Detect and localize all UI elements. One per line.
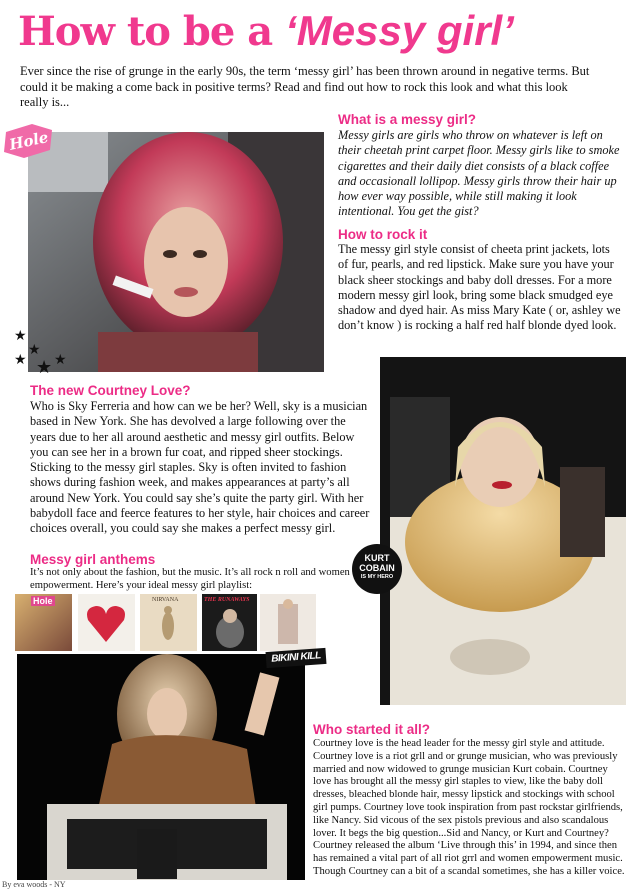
title-quoted: ‘Messy girl’ [285, 7, 514, 54]
kurt-sticker-line1: KURT [364, 553, 390, 563]
section-text-anthems: It’s not only about the fashion, but the music. It’s all rock n roll and women empowerment. Here’s your ideal messy girl playlist: [30, 567, 350, 591]
title-main: How to be a [18, 8, 286, 55]
star-icon: ★ [36, 357, 53, 377]
album-cover [260, 594, 316, 651]
album-cover [15, 594, 72, 651]
page-title [18, 2, 618, 60]
section-heading-anthems: Messy girl anthems [30, 552, 156, 567]
author-credit: By eva woods - NY [2, 880, 66, 889]
intro-paragraph: Ever since the rise of grunge in the early 90s, the term ‘messy girl’ has been thrown around in negative terms. But could it be making a come back in positive terms? Read and find out how to rock this look and what this look really is... [20, 64, 590, 109]
section-text-started: Courtney love is the head leader for the messy girl style and attitude. Courtney love is a riot grll and or grunge musician, who was previously married and now widowed to grunge musician Kurt cobain. Courtney love has brought all the messy girl staples to view, like the baby doll dresses, bleached blonde hair, messy lipstick and stockings with school girl pumps. Courtney love took inspiration from past rockstar girlfriends, like Nancy. Sid vicous of the sex pistols previous and also scandalous lover. It begs the big question...Sid and Nancy, or Kurt and Courtney? Courtney released the album ‘Live through this’ in 1994, and since then has remained a vital part of all riot grrl and women empowerment music. Though Courtney can a bit of a scandal sometimes, she has a killer voice. [313, 738, 625, 877]
section-heading-started: Who started it all? [313, 722, 431, 737]
kurt-sticker-line2: COBAIN [359, 563, 395, 573]
section-text-what: Messy girls are girls who throw on whatever is left on their cheetah print carpet floor. Messy girls like to smoke cigarettes and their daily diet consists of a black coffee and occasionall lollipop. Messy girls throw their hair up how ever way possible, while still making it look intentional. You get the gist? [338, 128, 620, 219]
photo-sky-ferreira [17, 654, 305, 880]
album-cover [202, 594, 257, 651]
star-icon: ★ [14, 329, 27, 344]
star-icon: ★ [54, 353, 67, 368]
album-title: THE RUNAWAYS [204, 597, 250, 603]
hole-sticker-text: Hole [7, 128, 50, 154]
section-heading-courtney: The new Courtney Love? [30, 383, 191, 398]
stars-decoration [12, 326, 72, 382]
bikini-kill-sticker: BIKINI KILL [266, 648, 327, 668]
album-cover [78, 594, 135, 651]
album-cover [140, 594, 197, 651]
kurt-sticker-line3: IS MY HERO [360, 574, 394, 580]
section-text-rock: The messy girl style consist of cheeta print jackets, lots of fur, pearls, and red lipstick. Make sure you have your black sheer stockings and baby doll dresses. For a more modern messy girl look, bring some black smudged eye shadow and dyed hair. As miss Mary Kate ( or, ashley we don’t know ) is rocking a half red half blonde dyed look. [338, 242, 621, 333]
section-heading-what: What is a messy girl? [338, 112, 477, 127]
star-icon: ★ [14, 353, 27, 368]
section-text-courtney: Who is Sky Ferreria and how can we be her? Well, sky is a musician based in New York. She has devolved a large following over the years due to her all around aesthetic and messy girl outfits. Below you can see her in a brown fur coat, and ripped sheer stockings. Sticking to the messy girl staples. Sky is often invited to fashion shows during fashion week, and makes appearances at party’s all around New York. You could say she’s quite the party girl. With her babydoll face and feerce features to her style, hair choices and career choices overall, you could say she makes a perfect messy girl. [30, 399, 370, 536]
photo-mary-kate [28, 132, 324, 377]
hole-sticker [2, 124, 54, 160]
star-icon: ★ [28, 343, 41, 358]
photo-courtney-love [380, 357, 626, 705]
album-title: NIRVANA [152, 597, 179, 603]
section-heading-rock: How to rock it [338, 227, 428, 242]
album-title: Hole [33, 596, 53, 606]
